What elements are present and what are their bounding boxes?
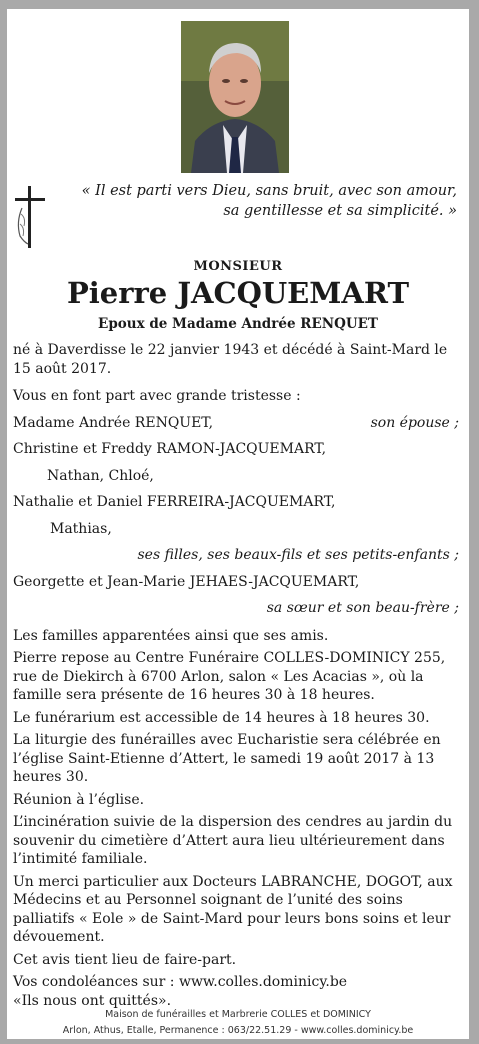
- paragraph-notice: Cet avis tient lieu de faire-part.: [13, 951, 237, 968]
- announcement-body: [13, 341, 459, 1010]
- paragraph-meeting: Réunion à l’église.: [13, 791, 145, 808]
- funeral-home-footer: [7, 1007, 469, 1039]
- wife-name: Madame Andrée RENQUET,: [13, 414, 214, 431]
- paragraph-cremation: L’incinération suivie de la dispersion des cendres au jardin du souvenir du cimetière d’Attert aura lieu ultérieurement dans l’intimité familiale.: [13, 814, 453, 867]
- paragraph-quote-title: «Ils nous ont quittés».: [13, 992, 172, 1009]
- birth-death-info: né à Daverdisse le 22 janvier 1943 et décédé à Saint-Mard le 15 août 2017.: [13, 342, 448, 377]
- grandchildren-1: Nathan, Chloé,: [47, 467, 154, 484]
- epitaph-quote: [77, 181, 457, 221]
- footer-line-2: Arlon, Athus, Etalle, Permanence : 063/22.51.29 - www.colles.dominicy.be: [62, 1025, 414, 1036]
- quote-line-1: « Il est parti vers Dieu, sans bruit, avec son amour,: [81, 183, 457, 199]
- obituary-page: [7, 9, 469, 1039]
- portrait-photo: [181, 21, 289, 173]
- quote-line-2: sa gentillesse et sa simplicité. »: [223, 203, 457, 219]
- paragraph-condolences: Vos condoléances sur : www.colles.dominicy.be: [13, 974, 348, 990]
- deceased-name: Pierre JACQUEMART: [66, 276, 410, 310]
- sister-line: Georgette et Jean-Marie JEHAES-JACQUEMART,: [13, 573, 360, 590]
- paragraph-liturgy: La liturgie des funérailles avec Eucharistie sera célébrée en l’église Saint-Etienne d’Attert, le samedi 19 août 2017 à 13 heures 30.: [13, 732, 441, 785]
- paragraph-hours: Le funérarium est accessible de 14 heures à 18 heures 30.: [13, 709, 430, 726]
- footer-line-1: Maison de funérailles et Marbrerie COLLES et DOMINICY: [105, 1009, 371, 1020]
- child-1: Christine et Freddy RAMON-JACQUEMART,: [13, 441, 327, 457]
- family-row-wife: [13, 414, 459, 433]
- paragraph-viewing: Pierre repose au Centre Funéraire COLLES-DOMINICY 255, rue de Diekirch à 6700 Arlon, salon « Les Acacias », où la famille sera présente de 16 heures 30 à 18 heures.: [13, 650, 446, 703]
- paragraph-relatives: Les familles apparentées ainsi que ses amis.: [13, 627, 329, 644]
- wife-role: son épouse ;: [370, 414, 459, 431]
- sister-role: sa sœur et son beau-frère ;: [266, 600, 459, 616]
- intro-line: Vous en font part avec grande tristesse :: [13, 388, 301, 404]
- grandchildren-2: Mathias,: [50, 520, 112, 537]
- spouse-line: Epoux de Madame Andrée RENQUET: [98, 316, 378, 332]
- cross-icon: [12, 184, 48, 250]
- children-role: ses filles, ses beaux-fils et ses petits-enfants ;: [137, 547, 459, 563]
- child-2: Nathalie et Daniel FERREIRA-JACQUEMART,: [13, 494, 336, 510]
- paragraph-thanks: Un merci particulier aux Docteurs LABRANCHE, DOGOT, aux Médecins et au Personnel soignant de l’unité des soins palliatifs « Eole » de Saint-Mard pour leurs bons soins et leur dévouement.: [13, 873, 453, 945]
- honorific: MONSIEUR: [193, 259, 283, 274]
